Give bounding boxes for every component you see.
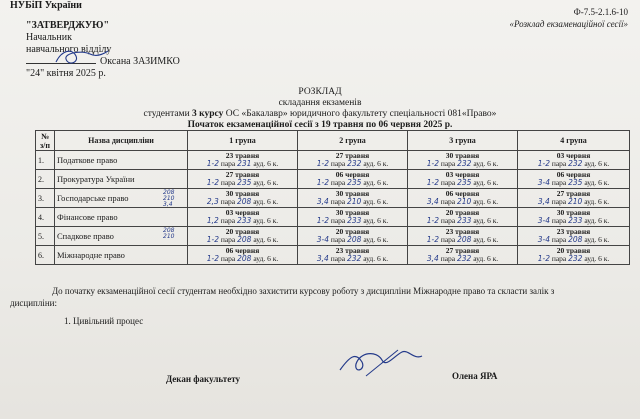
exam-slot bbox=[408, 208, 518, 227]
exam-slot bbox=[518, 151, 630, 170]
pair-number: 2,3 bbox=[206, 197, 219, 206]
room-number: 235 bbox=[347, 178, 362, 187]
approval-position-1: Начальник bbox=[26, 32, 72, 43]
exam-date: 30 травня bbox=[556, 207, 591, 217]
pair-number: 1,2 bbox=[206, 216, 219, 225]
exam-date: 30 травня bbox=[335, 188, 370, 198]
pair-number: 1-2 bbox=[316, 216, 329, 225]
row-number: 6. bbox=[36, 246, 55, 265]
exam-date: 06 червня bbox=[445, 188, 480, 198]
building: ауд. 6 к. bbox=[253, 216, 279, 225]
pair-number: 3-4 bbox=[537, 216, 550, 225]
room-number: 210 bbox=[346, 197, 362, 206]
pair-label: пара bbox=[330, 254, 346, 263]
building: ауд. 6 к. bbox=[253, 235, 279, 244]
room-number: 235 bbox=[237, 178, 252, 187]
exam-details bbox=[190, 217, 295, 226]
pair-label: пара bbox=[440, 254, 456, 263]
exam-date: 27 травня bbox=[225, 169, 260, 179]
pair-label: пара bbox=[440, 159, 456, 168]
exam-slot bbox=[188, 208, 298, 227]
exam-details bbox=[410, 160, 515, 169]
subject-cell bbox=[55, 170, 188, 189]
row-number: 2. bbox=[36, 170, 55, 189]
exam-slot bbox=[518, 170, 630, 189]
doc-title: РОЗКЛАД bbox=[298, 87, 342, 97]
form-code: Ф-7.5-2.1.6-10 bbox=[573, 7, 628, 17]
building: ауд. 6 к. bbox=[473, 159, 499, 168]
room-number: 232 bbox=[346, 254, 362, 263]
room-number: 233 bbox=[236, 216, 252, 225]
row-number: 5. bbox=[36, 227, 55, 246]
exam-date: 03 червня bbox=[445, 169, 480, 179]
exam-details bbox=[190, 198, 295, 207]
doc-students-line: студентами 3 курсу ОС «Бакалавр» юридичного факультету спеціальності 081«Право» bbox=[143, 109, 497, 119]
room-number: 232 bbox=[347, 159, 362, 168]
pair-label: пара bbox=[330, 178, 346, 187]
form-header bbox=[509, 6, 628, 30]
room-number: 235 bbox=[457, 178, 472, 187]
pair-label: пара bbox=[551, 178, 567, 187]
exam-slot bbox=[298, 208, 408, 227]
exam-details bbox=[410, 217, 515, 226]
exam-slot bbox=[188, 151, 298, 170]
subject-cell bbox=[55, 246, 188, 265]
row-number: 4. bbox=[36, 208, 55, 227]
exam-details bbox=[190, 255, 295, 264]
subject-cell bbox=[55, 189, 188, 208]
pair-number: 3-4 bbox=[316, 235, 329, 244]
exam-date: 27 травня bbox=[556, 188, 591, 198]
row-number: 1. bbox=[36, 151, 55, 170]
table-row bbox=[36, 246, 630, 265]
exam-date: 06 червня bbox=[556, 169, 591, 179]
footer-note-cont: дисципліни: bbox=[10, 298, 57, 308]
building: ауд. 6 к. bbox=[363, 235, 389, 244]
pair-number: 3,4 bbox=[537, 197, 550, 206]
pair-number: 3-4 bbox=[537, 178, 550, 187]
pair-number: 1-2 bbox=[316, 159, 329, 168]
building: ауд. 6 к. bbox=[363, 159, 389, 168]
dean-signature-icon bbox=[336, 346, 426, 380]
exam-details bbox=[190, 160, 295, 169]
room-number: 208 bbox=[237, 254, 252, 263]
subject-name: Податкове право bbox=[57, 155, 118, 165]
exam-slot bbox=[298, 189, 408, 208]
exam-slot bbox=[188, 246, 298, 265]
pair-label: пара bbox=[220, 197, 236, 206]
pair-label: пара bbox=[551, 235, 567, 244]
pair-label: пара bbox=[440, 178, 456, 187]
exam-details bbox=[520, 179, 627, 188]
exam-details bbox=[300, 179, 405, 188]
exam-details bbox=[520, 198, 627, 207]
building: ауд. 6 к. bbox=[253, 159, 279, 168]
exam-date: 30 травня bbox=[335, 207, 370, 217]
exam-details bbox=[190, 236, 295, 245]
subject-cell bbox=[55, 151, 188, 170]
exam-slot bbox=[518, 189, 630, 208]
room-number: 208 bbox=[236, 197, 252, 206]
subject-cell bbox=[55, 227, 188, 246]
table-row bbox=[36, 227, 630, 246]
pair-label: пара bbox=[330, 159, 346, 168]
row-number: 3. bbox=[36, 189, 55, 208]
building: ауд. 6 к. bbox=[253, 178, 279, 187]
header-num: № з/п bbox=[36, 131, 55, 151]
building: ауд. 6 к. bbox=[363, 254, 389, 263]
subject-name: Господарське право bbox=[57, 193, 129, 203]
pair-number: 1-2 bbox=[426, 178, 439, 187]
exam-date: 20 травня bbox=[225, 226, 260, 236]
approval-signer: Оксана ЗАЗИМКО bbox=[100, 56, 180, 67]
building: ауд. 6 к. bbox=[584, 197, 610, 206]
subject-name: Фінансове право bbox=[57, 212, 118, 222]
room-number: 233 bbox=[457, 216, 472, 225]
exam-details bbox=[300, 198, 405, 207]
exam-slot bbox=[298, 151, 408, 170]
pair-number: 3,4 bbox=[426, 254, 439, 263]
room-number: 210 bbox=[456, 197, 472, 206]
room-number: 232 bbox=[568, 159, 583, 168]
building: ауд. 6 к. bbox=[363, 178, 389, 187]
header-group-3: 3 група bbox=[408, 131, 518, 151]
schedule-table bbox=[35, 130, 630, 265]
pair-label: пара bbox=[551, 216, 567, 225]
building: ауд. 6 к. bbox=[584, 178, 610, 187]
building: ауд. 6 к. bbox=[473, 197, 499, 206]
pair-number: 3-4 bbox=[537, 235, 550, 244]
table-header-row bbox=[36, 131, 630, 151]
subject-cell bbox=[55, 208, 188, 227]
building: ауд. 6 к. bbox=[473, 254, 499, 263]
room-number: 235 bbox=[568, 178, 583, 187]
exam-date: 06 червня bbox=[225, 245, 260, 255]
exam-date: 30 травня bbox=[225, 188, 260, 198]
pair-number: 3,4 bbox=[316, 254, 329, 263]
exam-date: 30 травня bbox=[445, 150, 480, 160]
pair-number: 3,4 bbox=[426, 197, 439, 206]
pair-label: пара bbox=[440, 216, 456, 225]
pair-label: пара bbox=[220, 159, 236, 168]
subject-name: Міжнародне право bbox=[57, 250, 125, 260]
room-number: 208 bbox=[347, 235, 362, 244]
subject-name: Спадкове право bbox=[57, 231, 114, 241]
exam-date: 23 травня bbox=[225, 150, 260, 160]
dean-name: Олена ЯРА bbox=[452, 371, 498, 381]
university-name: НУБіП України bbox=[10, 0, 82, 11]
building: ауд. 6 к. bbox=[584, 235, 610, 244]
pair-label: пара bbox=[330, 197, 346, 206]
building: ауд. 6 к. bbox=[584, 159, 610, 168]
pair-number: 1-2 bbox=[316, 178, 329, 187]
pair-label: пара bbox=[220, 254, 236, 263]
room-number: 208 bbox=[457, 235, 472, 244]
pair-label: пара bbox=[440, 235, 456, 244]
exam-slot bbox=[518, 246, 630, 265]
pair-number: 1-2 bbox=[206, 178, 219, 187]
exam-slot bbox=[408, 189, 518, 208]
exam-details bbox=[410, 179, 515, 188]
header-group-2: 2 група bbox=[298, 131, 408, 151]
building: ауд. 6 к. bbox=[363, 216, 389, 225]
exam-date: 20 травня bbox=[445, 207, 480, 217]
pair-number: 1-2 bbox=[426, 235, 439, 244]
footer-note: До початку екзаменаційної сесії студентам необхідно захистити курсову роботу з дисципліни Міжнародне право та скласти залік з bbox=[52, 286, 555, 296]
exam-details bbox=[300, 160, 405, 169]
pair-number: 1-2 bbox=[426, 159, 439, 168]
approval-position-2: навчального відділу bbox=[26, 44, 112, 55]
exam-slot bbox=[188, 189, 298, 208]
session-dates: Початок екзаменаційної сесії з 19 травня по 06 червня 2025 р. bbox=[187, 120, 453, 130]
handwritten-note: 208 210 bbox=[163, 227, 175, 240]
room-number: 208 bbox=[568, 235, 583, 244]
pair-label: пара bbox=[551, 159, 567, 168]
room-number: 208 bbox=[237, 235, 252, 244]
exam-details bbox=[520, 217, 627, 226]
exam-slot bbox=[408, 170, 518, 189]
header-group-1: 1 група bbox=[188, 131, 298, 151]
exam-slot bbox=[408, 151, 518, 170]
exam-date: 23 травня bbox=[556, 226, 591, 236]
pair-label: пара bbox=[220, 178, 236, 187]
exam-details bbox=[300, 217, 405, 226]
form-title: «Розклад екзаменаційної сесії» bbox=[509, 19, 628, 29]
room-number: 232 bbox=[457, 159, 472, 168]
room-number: 233 bbox=[568, 216, 583, 225]
exam-details bbox=[520, 236, 627, 245]
exam-date: 06 червня bbox=[335, 169, 370, 179]
pair-number: 1-2 bbox=[537, 254, 550, 263]
pair-label: пара bbox=[551, 254, 567, 263]
pair-label: пара bbox=[330, 216, 346, 225]
pair-number: 1-2 bbox=[206, 254, 219, 263]
exam-details bbox=[300, 236, 405, 245]
exam-slot bbox=[188, 170, 298, 189]
building: ауд. 6 к. bbox=[584, 216, 610, 225]
exam-date: 03 червня bbox=[225, 207, 260, 217]
exam-details bbox=[520, 255, 627, 264]
exam-slot bbox=[408, 227, 518, 246]
pair-label: пара bbox=[220, 216, 236, 225]
table-row bbox=[36, 170, 630, 189]
pair-number: 1-2 bbox=[206, 235, 219, 244]
room-number: 232 bbox=[568, 254, 583, 263]
building: ауд. 6 к. bbox=[584, 254, 610, 263]
subject-name: Прокуратура України bbox=[57, 174, 135, 184]
room-number: 233 bbox=[347, 216, 362, 225]
exam-date: 20 травня bbox=[335, 226, 370, 236]
exam-slot bbox=[408, 246, 518, 265]
building: ауд. 6 к. bbox=[473, 235, 499, 244]
building: ауд. 6 к. bbox=[253, 254, 279, 263]
exam-details bbox=[300, 255, 405, 264]
exam-date: 23 травня bbox=[335, 245, 370, 255]
header-group-4: 4 група bbox=[518, 131, 630, 151]
building: ауд. 6 к. bbox=[473, 216, 499, 225]
approval-signature-icon bbox=[52, 46, 112, 68]
doc-subtitle: складання екзаменів bbox=[278, 98, 362, 108]
room-number: 232 bbox=[456, 254, 472, 263]
exam-details bbox=[410, 198, 515, 207]
building: ауд. 6 к. bbox=[473, 178, 499, 187]
exam-slot bbox=[298, 227, 408, 246]
pair-number: 1-2 bbox=[426, 216, 439, 225]
exam-date: 27 травня bbox=[445, 245, 480, 255]
handwritten-note: 208 210 3,4 bbox=[163, 189, 175, 208]
approval-date: "24" квітня 2025 р. bbox=[26, 68, 106, 79]
table-row bbox=[36, 208, 630, 227]
exam-details bbox=[410, 255, 515, 264]
pair-label: пара bbox=[440, 197, 456, 206]
pair-number: 3,4 bbox=[316, 197, 329, 206]
header-subject: Назва дисципліни bbox=[55, 131, 188, 151]
exam-date: 27 травня bbox=[335, 150, 370, 160]
exam-slot bbox=[518, 208, 630, 227]
pair-number: 1-2 bbox=[206, 159, 219, 168]
table-row bbox=[36, 151, 630, 170]
pair-label: пара bbox=[551, 197, 567, 206]
exam-slot bbox=[298, 170, 408, 189]
exam-date: 03 червня bbox=[556, 150, 591, 160]
exam-date: 23 травня bbox=[445, 226, 480, 236]
exam-slot bbox=[188, 227, 298, 246]
exam-details bbox=[410, 236, 515, 245]
building: ауд. 6 к. bbox=[363, 197, 389, 206]
exam-details bbox=[190, 179, 295, 188]
table-row bbox=[36, 189, 630, 208]
approval-label: "ЗАТВЕРДЖУЮ" bbox=[26, 20, 109, 31]
exam-slot bbox=[298, 246, 408, 265]
exam-details bbox=[520, 160, 627, 169]
exam-date: 20 травня bbox=[556, 245, 591, 255]
pair-label: пара bbox=[220, 235, 236, 244]
building: ауд. 6 к. bbox=[253, 197, 279, 206]
exam-slot bbox=[518, 227, 630, 246]
list-item: 1. Цивільний процес bbox=[64, 316, 144, 326]
pair-label: пара bbox=[330, 235, 346, 244]
pair-number: 1-2 bbox=[537, 159, 550, 168]
room-number: 210 bbox=[567, 197, 583, 206]
room-number: 231 bbox=[237, 159, 252, 168]
dean-label: Декан факультету bbox=[166, 374, 241, 384]
